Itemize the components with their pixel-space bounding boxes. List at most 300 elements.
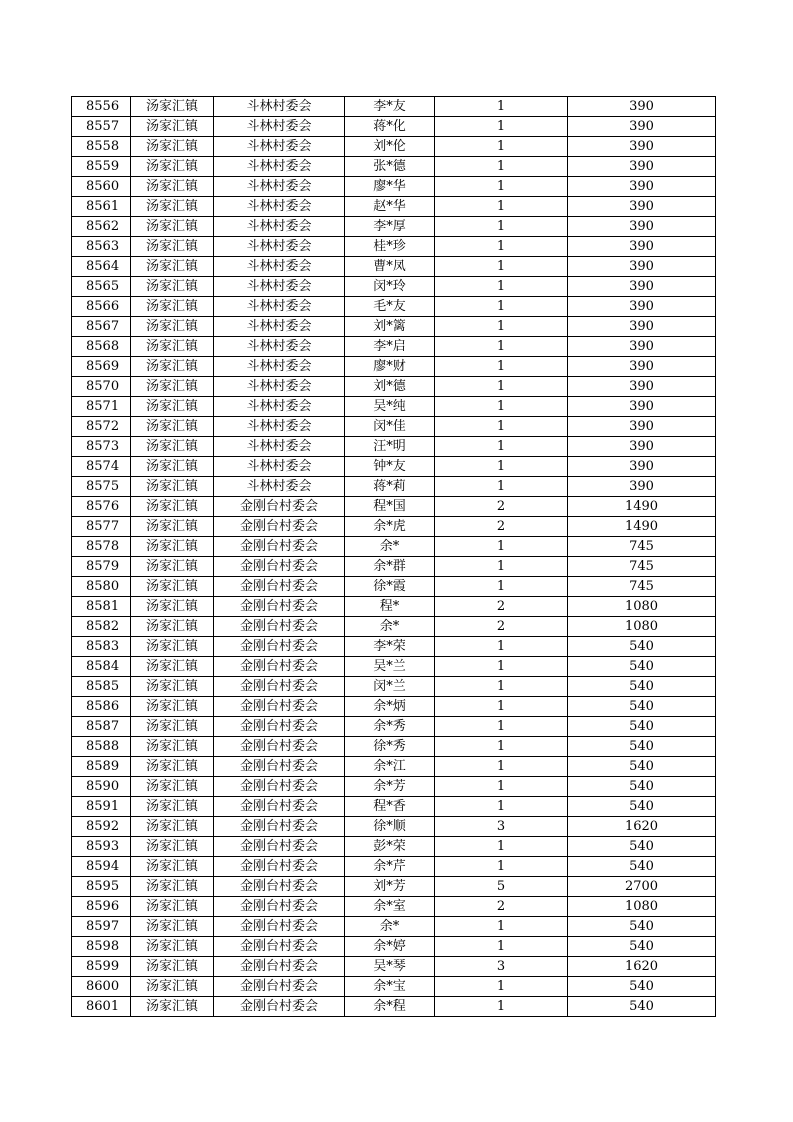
amount-cell: 390 [568,257,716,277]
amount-cell: 390 [568,117,716,137]
count-cell: 1 [435,177,568,197]
table-row [72,417,716,437]
amount-cell: 390 [568,377,716,397]
row-number-cell: 8565 [72,277,131,297]
count-cell: 1 [435,257,568,277]
row-number-cell: 8592 [72,817,131,837]
row-number-cell: 8573 [72,437,131,457]
table-row [72,617,716,637]
count-cell: 2 [435,497,568,517]
amount-cell: 745 [568,557,716,577]
town-cell: 汤家汇镇 [131,337,214,357]
name-cell: 余*程 [345,997,435,1017]
name-cell: 余*群 [345,557,435,577]
table-row [72,837,716,857]
town-cell: 汤家汇镇 [131,577,214,597]
amount-cell: 390 [568,197,716,217]
name-cell: 余*炳 [345,697,435,717]
count-cell: 2 [435,897,568,917]
village-committee-cell: 斗林村委会 [214,117,345,137]
town-cell: 汤家汇镇 [131,397,214,417]
town-cell: 汤家汇镇 [131,417,214,437]
row-number-cell: 8601 [72,997,131,1017]
amount-cell: 540 [568,997,716,1017]
table-row [72,317,716,337]
name-cell: 彭*荣 [345,837,435,857]
table-row [72,817,716,837]
table-row [72,397,716,417]
table-row [72,477,716,497]
village-committee-cell: 金刚台村委会 [214,717,345,737]
row-number-cell: 8574 [72,457,131,477]
count-cell: 1 [435,797,568,817]
name-cell: 刘*芳 [345,877,435,897]
table-body [72,97,716,1017]
table-row [72,257,716,277]
name-cell: 闵*兰 [345,677,435,697]
amount-cell: 540 [568,717,716,737]
name-cell: 吴*兰 [345,657,435,677]
amount-cell: 390 [568,177,716,197]
village-committee-cell: 金刚台村委会 [214,517,345,537]
amount-cell: 540 [568,737,716,757]
amount-cell: 390 [568,217,716,237]
table-row [72,157,716,177]
count-cell: 1 [435,437,568,457]
amount-cell: 390 [568,157,716,177]
village-committee-cell: 金刚台村委会 [214,677,345,697]
table-row [72,277,716,297]
row-number-cell: 8599 [72,957,131,977]
row-number-cell: 8583 [72,637,131,657]
name-cell: 张*德 [345,157,435,177]
table-row [72,457,716,477]
village-committee-cell: 金刚台村委会 [214,877,345,897]
table-row [72,357,716,377]
table-row [72,877,716,897]
town-cell: 汤家汇镇 [131,757,214,777]
name-cell: 蒋*莉 [345,477,435,497]
count-cell: 1 [435,417,568,437]
table-row [72,957,716,977]
town-cell: 汤家汇镇 [131,797,214,817]
name-cell: 毛*友 [345,297,435,317]
amount-cell: 540 [568,637,716,657]
row-number-cell: 8594 [72,857,131,877]
count-cell: 1 [435,837,568,857]
count-cell: 1 [435,217,568,237]
count-cell: 1 [435,937,568,957]
count-cell: 1 [435,377,568,397]
amount-cell: 390 [568,397,716,417]
town-cell: 汤家汇镇 [131,97,214,117]
town-cell: 汤家汇镇 [131,517,214,537]
village-committee-cell: 金刚台村委会 [214,817,345,837]
town-cell: 汤家汇镇 [131,277,214,297]
table-row [72,737,716,757]
row-number-cell: 8593 [72,837,131,857]
row-number-cell: 8585 [72,677,131,697]
count-cell: 1 [435,197,568,217]
count-cell: 1 [435,977,568,997]
count-cell: 1 [435,917,568,937]
row-number-cell: 8556 [72,97,131,117]
town-cell: 汤家汇镇 [131,597,214,617]
name-cell: 吴*纯 [345,397,435,417]
count-cell: 1 [435,397,568,417]
name-cell: 李*友 [345,97,435,117]
count-cell: 1 [435,297,568,317]
count-cell: 1 [435,357,568,377]
count-cell: 1 [435,117,568,137]
count-cell: 1 [435,157,568,177]
count-cell: 1 [435,637,568,657]
name-cell: 余* [345,537,435,557]
table-row [72,117,716,137]
town-cell: 汤家汇镇 [131,217,214,237]
table-row [72,577,716,597]
table-row [72,557,716,577]
amount-cell: 390 [568,437,716,457]
row-number-cell: 8588 [72,737,131,757]
count-cell: 1 [435,557,568,577]
table-row [72,937,716,957]
town-cell: 汤家汇镇 [131,637,214,657]
amount-cell: 390 [568,337,716,357]
town-cell: 汤家汇镇 [131,457,214,477]
village-committee-cell: 金刚台村委会 [214,497,345,517]
town-cell: 汤家汇镇 [131,617,214,637]
village-committee-cell: 斗林村委会 [214,397,345,417]
table-row [72,977,716,997]
row-number-cell: 8570 [72,377,131,397]
count-cell: 1 [435,697,568,717]
table-row [72,137,716,157]
amount-cell: 390 [568,457,716,477]
table-row [72,637,716,657]
town-cell: 汤家汇镇 [131,537,214,557]
count-cell: 1 [435,277,568,297]
row-number-cell: 8596 [72,897,131,917]
name-cell: 赵*华 [345,197,435,217]
count-cell: 1 [435,777,568,797]
table-row [72,717,716,737]
town-cell: 汤家汇镇 [131,297,214,317]
row-number-cell: 8587 [72,717,131,737]
amount-cell: 540 [568,837,716,857]
amount-cell: 2700 [568,877,716,897]
table-row [72,777,716,797]
name-cell: 余*秀 [345,717,435,737]
amount-cell: 540 [568,697,716,717]
name-cell: 吴*琴 [345,957,435,977]
name-cell: 程*国 [345,497,435,517]
name-cell: 徐*秀 [345,737,435,757]
town-cell: 汤家汇镇 [131,357,214,377]
name-cell: 余*芹 [345,857,435,877]
town-cell: 汤家汇镇 [131,697,214,717]
village-committee-cell: 金刚台村委会 [214,697,345,717]
row-number-cell: 8576 [72,497,131,517]
village-committee-cell: 斗林村委会 [214,317,345,337]
row-number-cell: 8566 [72,297,131,317]
village-committee-cell: 金刚台村委会 [214,897,345,917]
name-cell: 刘*德 [345,377,435,397]
table-row [72,337,716,357]
name-cell: 余* [345,617,435,637]
amount-cell: 540 [568,797,716,817]
row-number-cell: 8561 [72,197,131,217]
town-cell: 汤家汇镇 [131,497,214,517]
village-committee-cell: 金刚台村委会 [214,777,345,797]
village-committee-cell: 金刚台村委会 [214,657,345,677]
name-cell: 余*芳 [345,777,435,797]
row-number-cell: 8600 [72,977,131,997]
village-committee-cell: 金刚台村委会 [214,917,345,937]
count-cell: 1 [435,717,568,737]
row-number-cell: 8579 [72,557,131,577]
table-row [72,497,716,517]
count-cell: 1 [435,137,568,157]
row-number-cell: 8571 [72,397,131,417]
row-number-cell: 8584 [72,657,131,677]
amount-cell: 1080 [568,897,716,917]
town-cell: 汤家汇镇 [131,877,214,897]
table-row [72,757,716,777]
village-committee-cell: 金刚台村委会 [214,837,345,857]
table-row [72,217,716,237]
amount-cell: 540 [568,917,716,937]
village-committee-cell: 斗林村委会 [214,237,345,257]
town-cell: 汤家汇镇 [131,957,214,977]
village-committee-cell: 金刚台村委会 [214,957,345,977]
village-committee-cell: 金刚台村委会 [214,857,345,877]
name-cell: 徐*顺 [345,817,435,837]
town-cell: 汤家汇镇 [131,317,214,337]
village-committee-cell: 金刚台村委会 [214,937,345,957]
village-committee-cell: 斗林村委会 [214,457,345,477]
name-cell: 程*香 [345,797,435,817]
amount-cell: 540 [568,937,716,957]
row-number-cell: 8580 [72,577,131,597]
amount-cell: 540 [568,777,716,797]
village-committee-cell: 斗林村委会 [214,417,345,437]
table-row [72,677,716,697]
row-number-cell: 8589 [72,757,131,777]
name-cell: 余*婷 [345,937,435,957]
amount-cell: 540 [568,757,716,777]
count-cell: 1 [435,97,568,117]
town-cell: 汤家汇镇 [131,557,214,577]
town-cell: 汤家汇镇 [131,717,214,737]
name-cell: 闵*佳 [345,417,435,437]
name-cell: 廖*财 [345,357,435,377]
count-cell: 1 [435,997,568,1017]
town-cell: 汤家汇镇 [131,137,214,157]
village-committee-cell: 斗林村委会 [214,337,345,357]
village-committee-cell: 金刚台村委会 [214,617,345,637]
village-committee-cell: 斗林村委会 [214,277,345,297]
row-number-cell: 8557 [72,117,131,137]
count-cell: 2 [435,517,568,537]
row-number-cell: 8558 [72,137,131,157]
table-row [72,697,716,717]
row-number-cell: 8598 [72,937,131,957]
table-row [72,997,716,1017]
table-row [72,597,716,617]
count-cell: 2 [435,617,568,637]
table-row [72,97,716,117]
table-row [72,657,716,677]
amount-cell: 390 [568,97,716,117]
table-row [72,297,716,317]
table-row [72,537,716,557]
name-cell: 钟*友 [345,457,435,477]
table-row [72,517,716,537]
name-cell: 刘*伦 [345,137,435,157]
row-number-cell: 8562 [72,217,131,237]
data-table [71,96,716,1017]
name-cell: 廖*华 [345,177,435,197]
count-cell: 1 [435,317,568,337]
table-row [72,797,716,817]
count-cell: 2 [435,597,568,617]
village-committee-cell: 斗林村委会 [214,297,345,317]
town-cell: 汤家汇镇 [131,657,214,677]
name-cell: 李*厚 [345,217,435,237]
name-cell: 李*启 [345,337,435,357]
amount-cell: 1490 [568,517,716,537]
amount-cell: 1620 [568,817,716,837]
village-committee-cell: 斗林村委会 [214,97,345,117]
town-cell: 汤家汇镇 [131,177,214,197]
village-committee-cell: 斗林村委会 [214,157,345,177]
data-table-container [71,96,715,1017]
amount-cell: 390 [568,277,716,297]
town-cell: 汤家汇镇 [131,117,214,137]
town-cell: 汤家汇镇 [131,257,214,277]
village-committee-cell: 斗林村委会 [214,197,345,217]
table-row [72,437,716,457]
name-cell: 李*荣 [345,637,435,657]
village-committee-cell: 金刚台村委会 [214,977,345,997]
town-cell: 汤家汇镇 [131,937,214,957]
count-cell: 3 [435,817,568,837]
table-row [72,177,716,197]
count-cell: 1 [435,337,568,357]
row-number-cell: 8560 [72,177,131,197]
table-row [72,917,716,937]
town-cell: 汤家汇镇 [131,377,214,397]
town-cell: 汤家汇镇 [131,917,214,937]
row-number-cell: 8567 [72,317,131,337]
amount-cell: 540 [568,857,716,877]
village-committee-cell: 斗林村委会 [214,377,345,397]
town-cell: 汤家汇镇 [131,897,214,917]
town-cell: 汤家汇镇 [131,997,214,1017]
name-cell: 余*室 [345,897,435,917]
row-number-cell: 8597 [72,917,131,937]
village-committee-cell: 斗林村委会 [214,177,345,197]
name-cell: 刘*篱 [345,317,435,337]
amount-cell: 745 [568,577,716,597]
count-cell: 1 [435,737,568,757]
amount-cell: 540 [568,977,716,997]
amount-cell: 390 [568,477,716,497]
row-number-cell: 8559 [72,157,131,177]
village-committee-cell: 金刚台村委会 [214,637,345,657]
name-cell: 余*宝 [345,977,435,997]
village-committee-cell: 斗林村委会 [214,257,345,277]
row-number-cell: 8564 [72,257,131,277]
row-number-cell: 8581 [72,597,131,617]
name-cell: 余*江 [345,757,435,777]
amount-cell: 390 [568,357,716,377]
town-cell: 汤家汇镇 [131,157,214,177]
village-committee-cell: 斗林村委会 [214,357,345,377]
count-cell: 1 [435,657,568,677]
amount-cell: 1080 [568,617,716,637]
amount-cell: 390 [568,137,716,157]
amount-cell: 390 [568,417,716,437]
count-cell: 5 [435,877,568,897]
village-committee-cell: 斗林村委会 [214,137,345,157]
row-number-cell: 8595 [72,877,131,897]
row-number-cell: 8582 [72,617,131,637]
table-row [72,237,716,257]
count-cell: 1 [435,577,568,597]
village-committee-cell: 金刚台村委会 [214,577,345,597]
village-committee-cell: 斗林村委会 [214,477,345,497]
row-number-cell: 8563 [72,237,131,257]
count-cell: 1 [435,457,568,477]
amount-cell: 745 [568,537,716,557]
row-number-cell: 8578 [72,537,131,557]
row-number-cell: 8577 [72,517,131,537]
count-cell: 1 [435,677,568,697]
town-cell: 汤家汇镇 [131,977,214,997]
name-cell: 闵*玲 [345,277,435,297]
count-cell: 3 [435,957,568,977]
amount-cell: 540 [568,657,716,677]
row-number-cell: 8586 [72,697,131,717]
town-cell: 汤家汇镇 [131,737,214,757]
name-cell: 曹*凤 [345,257,435,277]
row-number-cell: 8575 [72,477,131,497]
amount-cell: 390 [568,317,716,337]
name-cell: 桂*珍 [345,237,435,257]
village-committee-cell: 金刚台村委会 [214,797,345,817]
count-cell: 1 [435,237,568,257]
village-committee-cell: 金刚台村委会 [214,537,345,557]
name-cell: 蒋*化 [345,117,435,137]
table-row [72,377,716,397]
row-number-cell: 8568 [72,337,131,357]
name-cell: 余*虎 [345,517,435,537]
name-cell: 余* [345,917,435,937]
village-committee-cell: 金刚台村委会 [214,557,345,577]
count-cell: 1 [435,857,568,877]
amount-cell: 1080 [568,597,716,617]
table-row [72,897,716,917]
town-cell: 汤家汇镇 [131,837,214,857]
village-committee-cell: 金刚台村委会 [214,737,345,757]
amount-cell: 390 [568,297,716,317]
town-cell: 汤家汇镇 [131,197,214,217]
village-committee-cell: 金刚台村委会 [214,757,345,777]
row-number-cell: 8572 [72,417,131,437]
village-committee-cell: 斗林村委会 [214,217,345,237]
